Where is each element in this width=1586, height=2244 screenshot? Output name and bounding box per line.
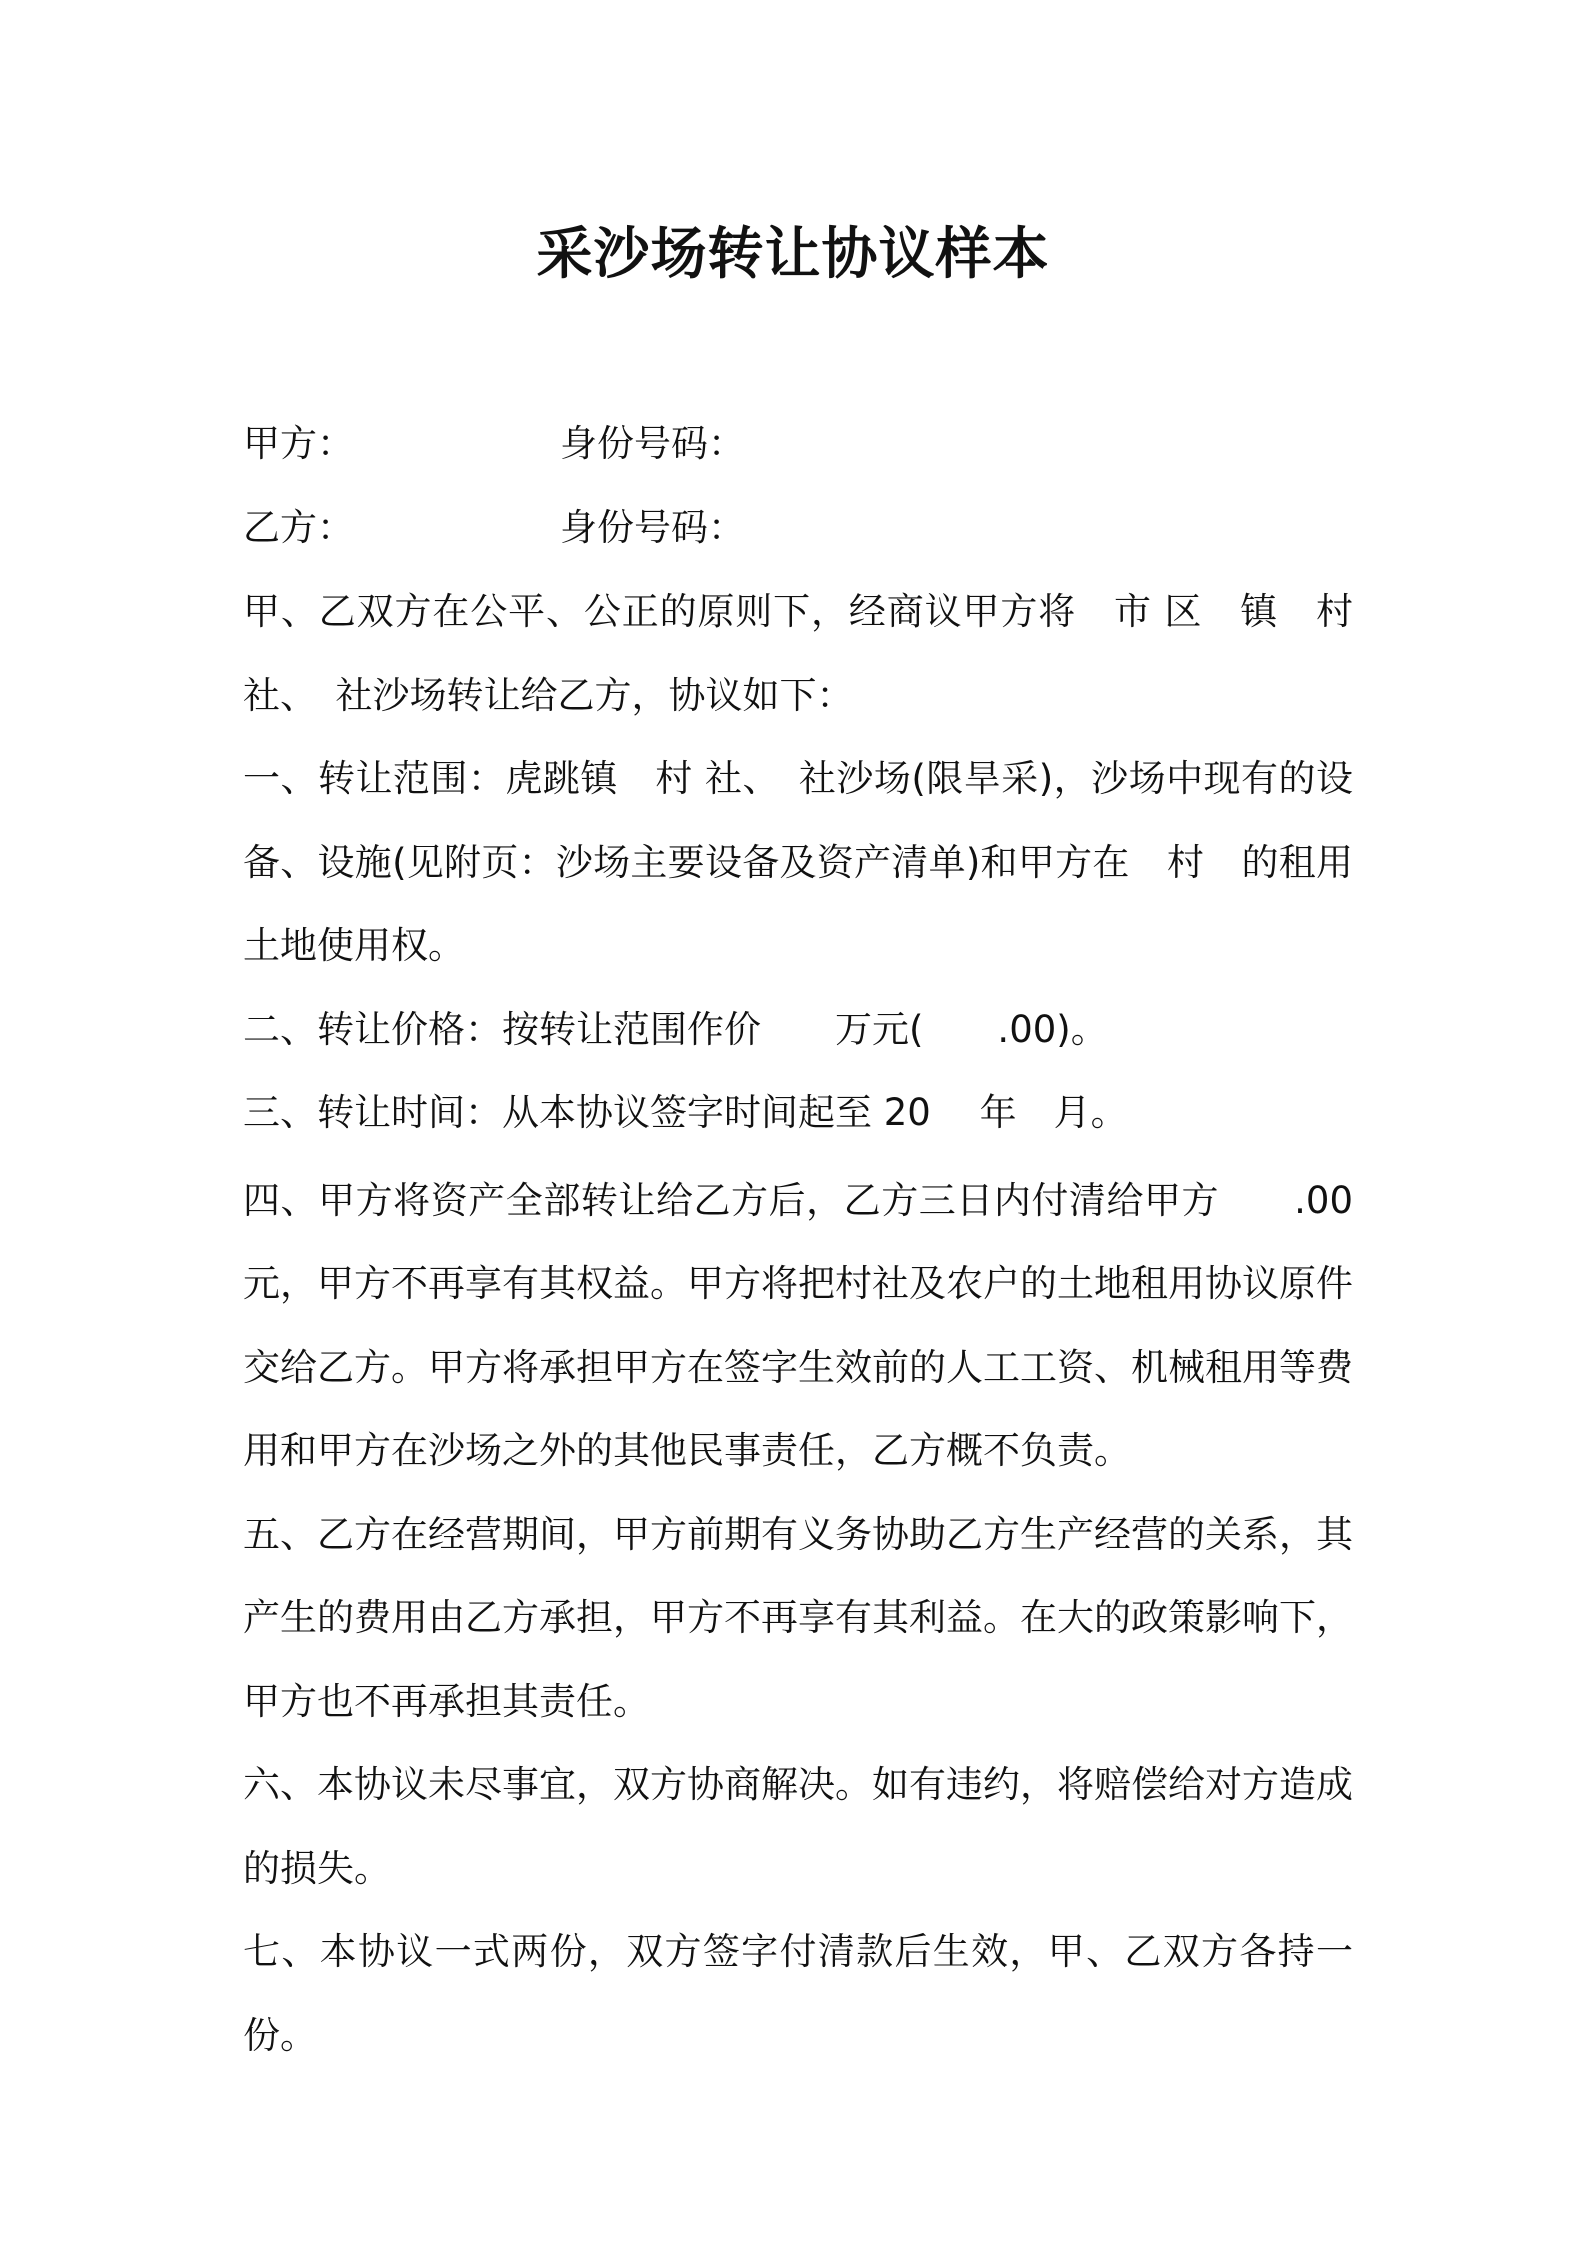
party-b-line bbox=[243, 486, 1353, 570]
clause-5: 五、乙方在经营期间，甲方前期有义务协助乙方生产经营的关系，其产生的费用由乙方承担，甲方不再享有其利益。在大的政策影响下，甲方也不再承担其责任。 bbox=[243, 1512, 1353, 1723]
document-body bbox=[243, 402, 1353, 2077]
party-a-id-label: 身份号码： bbox=[560, 422, 745, 465]
document-title: 采沙场转让协议样本 bbox=[536, 222, 1050, 287]
party-b-id-label: 身份号码： bbox=[560, 506, 745, 549]
party-a-label: 甲方： bbox=[243, 422, 354, 465]
clause-6: 六、本协议未尽事宜，双方协商解决。如有违约，将赔偿给对方造成的损失。 bbox=[243, 1763, 1353, 1890]
clause-2: 二、转让价格：按转让范围作价 万元( .00)。 bbox=[243, 1007, 1108, 1051]
intro-paragraph: 甲、乙双方在公平、公正的原则下，经商议甲方将 市 区 镇 村社、 社沙场转让给乙方，协议如下： bbox=[243, 590, 1353, 717]
clause-1: 一、转让范围：虎跳镇 村 社、 社沙场(限旱采)，沙场中现有的设备、设施(见附页：沙场主要设备及资产清单)和甲方在 村 的租用土地使用权。 bbox=[243, 757, 1353, 967]
party-b-label: 乙方： bbox=[243, 506, 354, 549]
clause-3: 三、转让时间：从本协议签字时间起至 20 年 月。 bbox=[243, 1091, 1128, 1134]
clause-4: 四、甲方将资产全部转让给乙方后，乙方三日内付清给甲方 .00元，甲方不再享有其权益。甲方将把村社及农户的土地租用协议原件交给乙方。甲方将承担甲方在签字生效前的人工工资、机械租用等费用和甲方在沙场之外的其他民事责任，乙方概不负责。 bbox=[243, 1178, 1353, 1472]
party-a-line bbox=[243, 402, 1353, 486]
clause-7: 七、本协议一式两份，双方签字付清款后生效，甲、乙双方各持一份。 bbox=[243, 1930, 1353, 2057]
